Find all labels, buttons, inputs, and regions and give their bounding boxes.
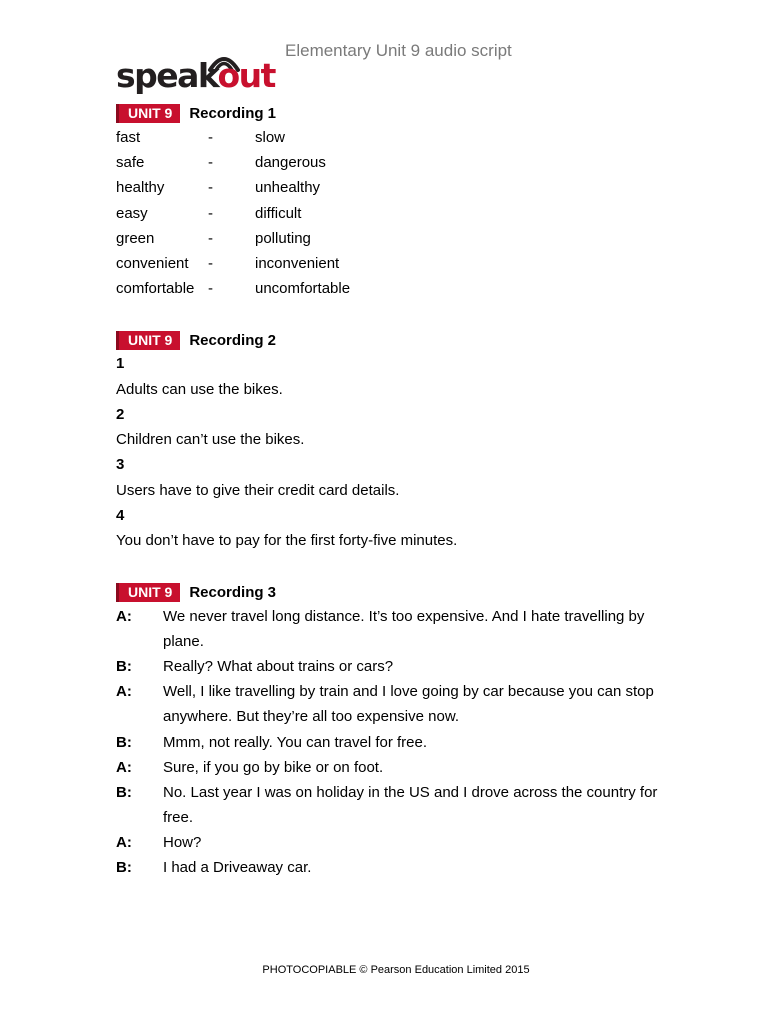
unit-badge: UNIT 9	[116, 583, 180, 602]
speaker-label: B:	[116, 784, 132, 801]
recording-label: Recording 2	[189, 331, 277, 349]
dialogue-text: I had a Driveaway car.	[163, 859, 312, 876]
speaker-label: A:	[116, 834, 132, 851]
dialogue-text: How?	[163, 834, 202, 851]
dialogue-text: Really? What about trains or cars?	[163, 658, 394, 675]
item-sentence: Children can’t use the bikes.	[116, 431, 305, 448]
recording-label: Recording 1	[189, 104, 277, 122]
recording-1-heading	[116, 103, 276, 123]
speaker-label: B:	[116, 734, 132, 751]
page-title: Elementary Unit 9 audio script	[285, 41, 512, 60]
item-number: 1	[116, 355, 125, 372]
speaker-label: A:	[116, 759, 132, 776]
item-sentence: You don’t have to pay for the first forty-five minutes.	[116, 532, 458, 549]
speaker-label: B:	[116, 859, 132, 876]
dialogue-text: Mmm, not really. You can travel for free.	[163, 734, 428, 751]
footer-copyright: PHOTOCOPIABLE © Pearson Education Limited 2015	[262, 964, 530, 976]
dialogue-text: Sure, if you go by bike or on foot.	[163, 759, 384, 776]
unit-badge: UNIT 9	[116, 331, 180, 350]
recording-label: Recording 3	[189, 583, 277, 601]
dialogue-text: No. Last year I was on holiday in the US and I drove across the country for free.	[163, 784, 658, 826]
logo-wordmark: speakout	[116, 56, 275, 95]
item-number: 4	[116, 507, 125, 524]
recording-3-heading	[116, 582, 276, 602]
speakout-logo	[116, 50, 276, 96]
dialogue-text: We never travel long distance. It’s too expensive. And I hate travelling by plane.	[163, 608, 645, 650]
item-sentence: Users have to give their credit card details.	[116, 482, 400, 499]
speaker-label: A:	[116, 608, 132, 625]
item-sentence: Adults can use the bikes.	[116, 381, 283, 398]
speaker-label: B:	[116, 658, 132, 675]
speaker-label: A:	[116, 683, 132, 700]
unit-badge: UNIT 9	[116, 104, 180, 123]
dialogue-text: Well, I like travelling by train and I love going by car because you can stop anywhere. But they’re all too expensive now.	[163, 683, 654, 725]
item-number: 3	[116, 456, 125, 473]
recording-2-heading	[116, 330, 276, 350]
item-number: 2	[116, 406, 125, 423]
